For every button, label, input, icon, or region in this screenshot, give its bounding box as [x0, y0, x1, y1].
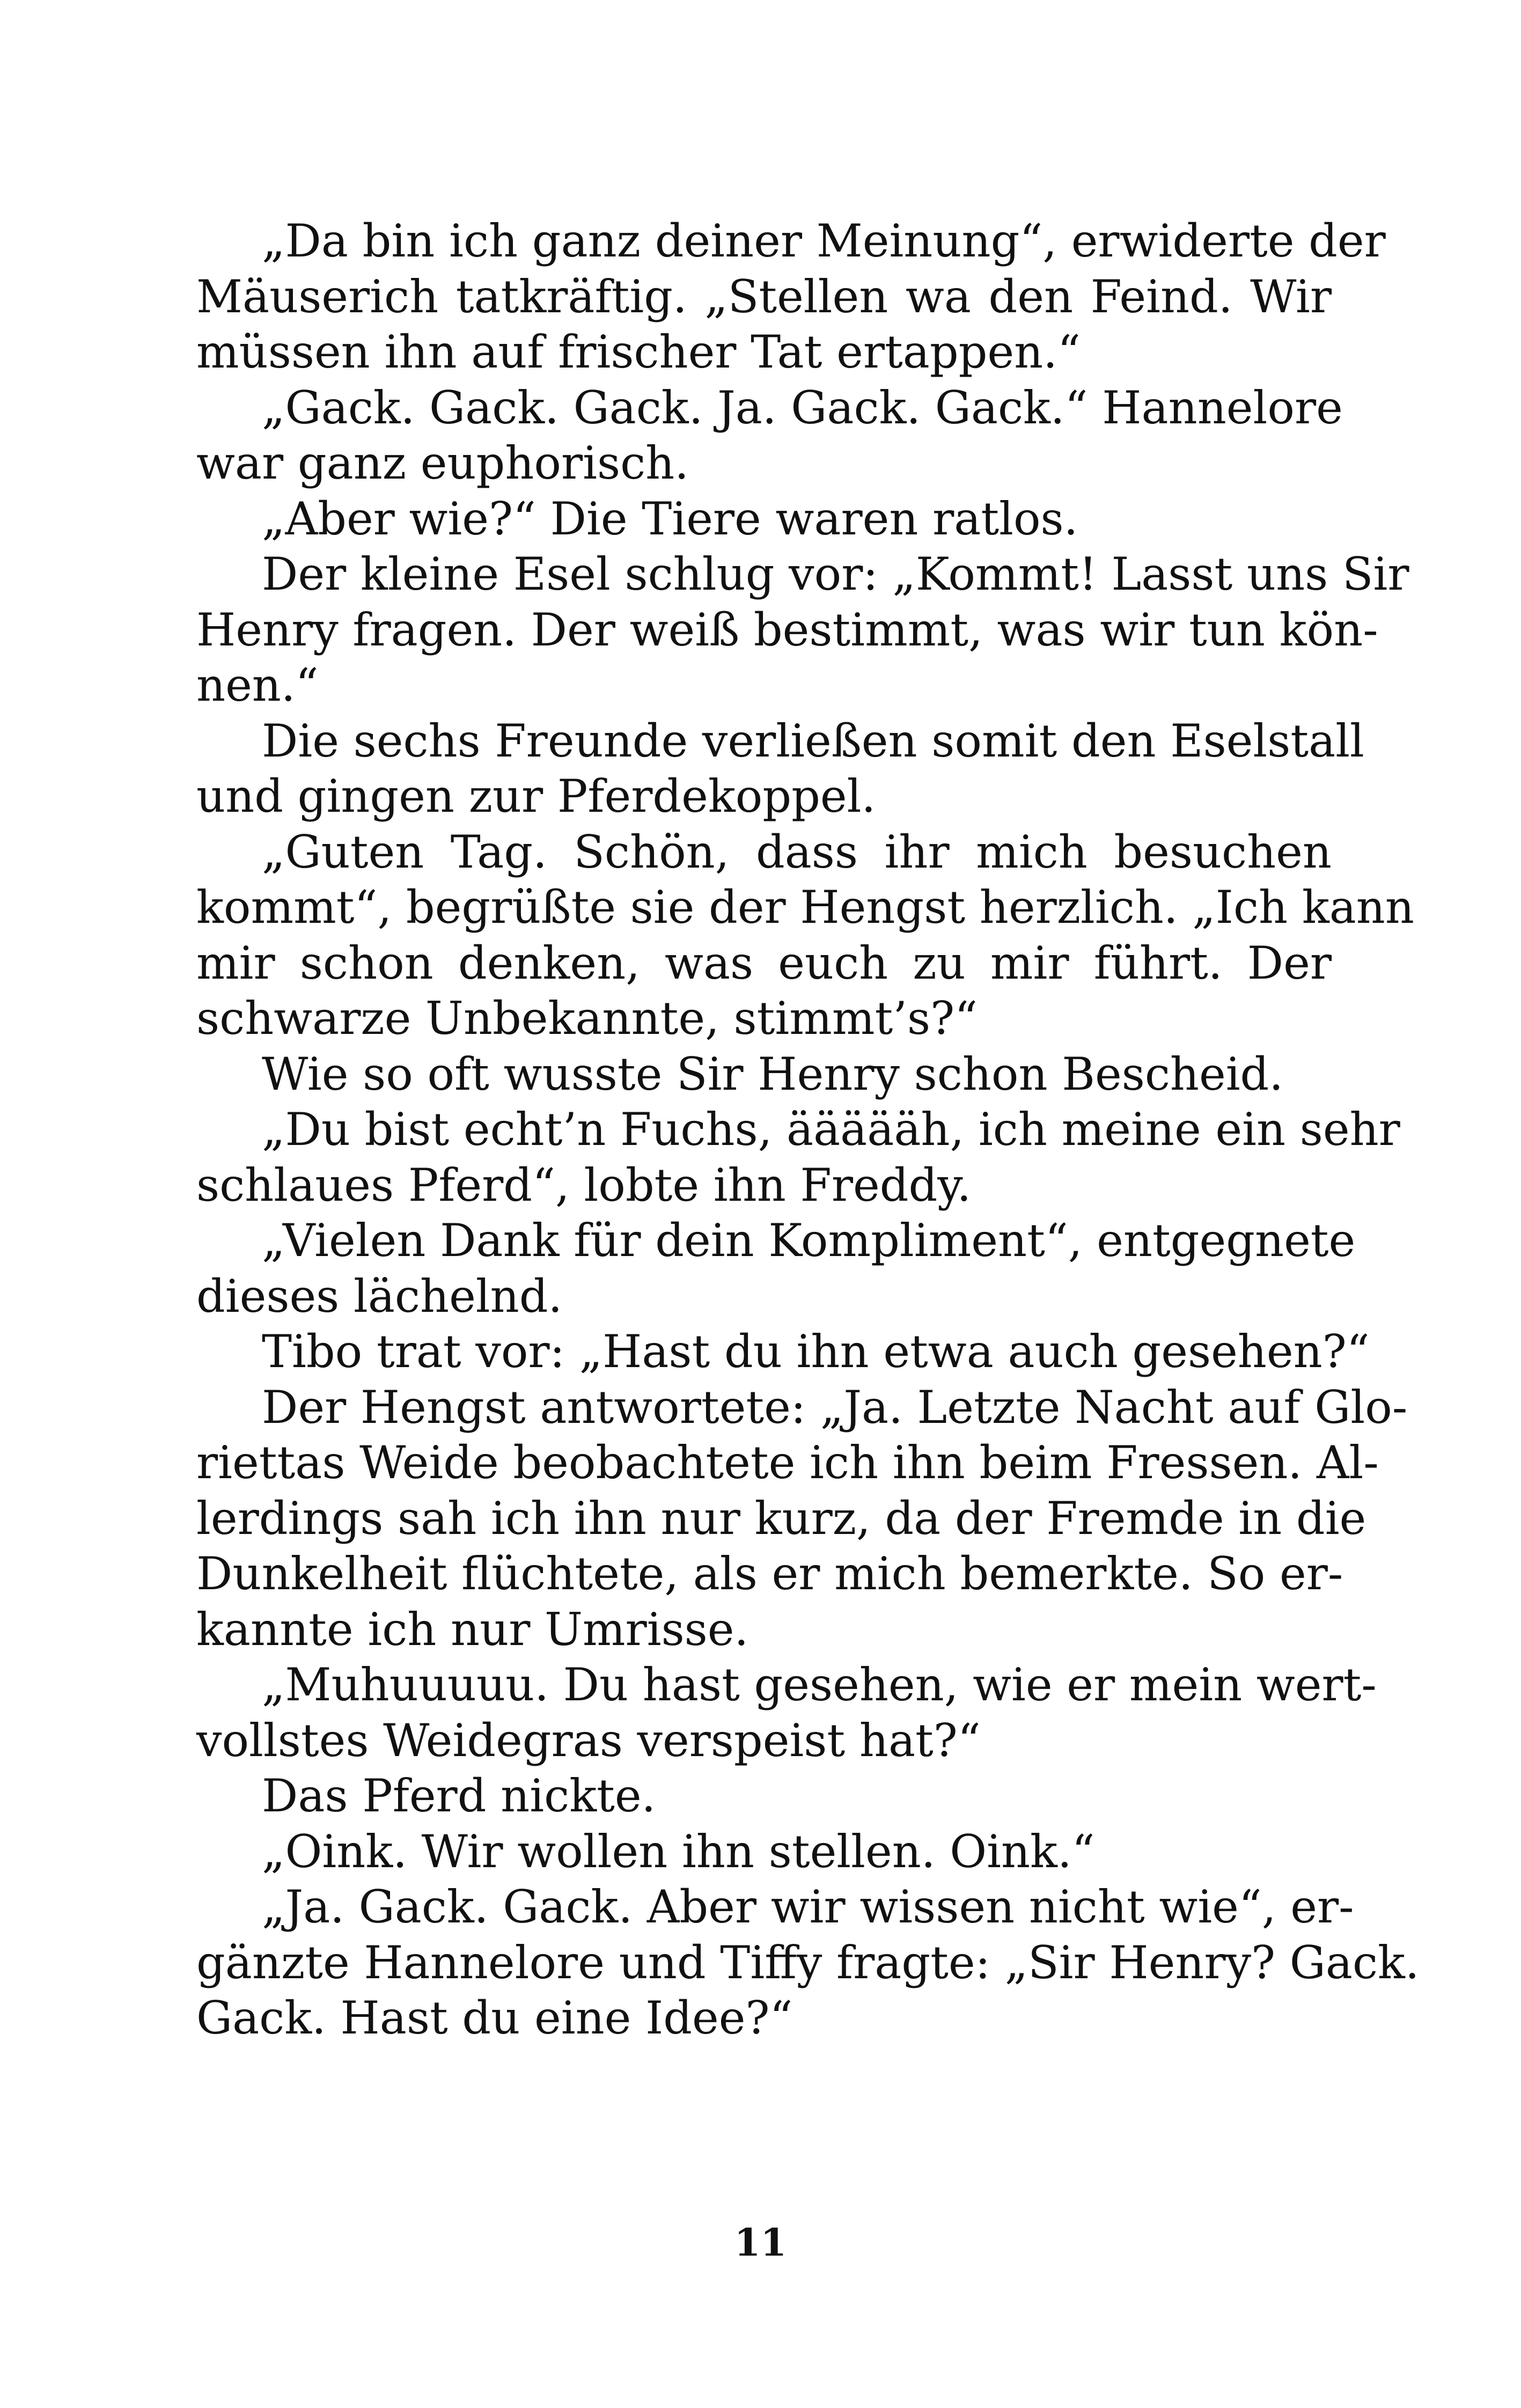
text-line: Gack. Hast du eine Idee?“	[196, 1992, 793, 2044]
text-line: Die sechs Freunde verließen somit den Eselstall	[262, 714, 1364, 767]
body-text	[196, 214, 1420, 2046]
text-line: Dunkelheit flüchtete, als er mich bemerkte. So er-	[196, 1547, 1343, 1600]
paragraph	[196, 1102, 1400, 1213]
text-line: vollstes Weidegras verspeist hat?“	[196, 1714, 981, 1767]
paragraph	[196, 1824, 1332, 1880]
text-line: Das Pferd nickte.	[262, 1770, 656, 1822]
paragraph	[196, 380, 1343, 491]
paragraph	[196, 1047, 1332, 1103]
paragraph	[196, 1880, 1420, 2046]
text-line: „Ja. Gack. Gack. Aber wir wissen nicht wie“, er-	[262, 1881, 1354, 1933]
text-line: „Oink. Wir wollen ihn stellen. Oink.“	[262, 1825, 1095, 1878]
text-line: „Gack. Gack. Gack. Ja. Gack. Gack.“ Hannelore	[262, 381, 1343, 434]
text-line: müssen ihn auf frischer Tat ertappen.“	[196, 326, 1081, 378]
text-line: „Guten Tag. Schön, dass ihr mich besuchen	[262, 825, 1332, 878]
text-line: „Aber wie?“ Die Tiere waren ratlos.	[262, 492, 1078, 545]
text-line: kommt“, begrüßte sie der Hengst herzlich. „Ich kann	[196, 881, 1415, 934]
paragraph	[196, 1657, 1377, 1768]
paragraph	[196, 1324, 1370, 1380]
text-line: Mäuserich tatkräftig. „Stellen wa den Feind. Wir	[196, 270, 1332, 323]
text-line: dieses lächelnd.	[196, 1269, 563, 1323]
text-line: Der kleine Esel schlug vor: „Kommt! Lasst uns Sir	[262, 548, 1409, 600]
page-number: 11	[734, 2220, 787, 2265]
text-line: kannte ich nur Umrisse.	[196, 1603, 749, 1656]
text-line: mir schon denken, was euch zu mir führt. Der	[196, 936, 1332, 989]
paragraph	[196, 547, 1409, 714]
paragraph	[196, 1380, 1408, 1658]
text-line: lerdings sah ich ihn nur kurz, da der Fremde in die	[196, 1492, 1366, 1545]
text-line: „Muhuuuuu. Du hast gesehen, wie er mein wert-	[262, 1658, 1377, 1711]
paragraph	[196, 714, 1364, 825]
text-line: Wie so oft wusste Sir Henry schon Bescheid.	[262, 1047, 1284, 1100]
text-line: schwarze Unbekannte, stimmt’s?“	[196, 992, 978, 1045]
paragraph	[196, 491, 1332, 547]
text-line: gänzte Hannelore und Tiffy fragte: „Sir Henry? Gack.	[196, 1936, 1420, 1989]
text-line: „Da bin ich ganz deiner Meinung“, erwiderte der	[262, 215, 1386, 267]
text-line: Tibo trat vor: „Hast du ihn etwa auch gesehen?“	[262, 1325, 1370, 1378]
text-line: Der Hengst antwortete: „Ja. Letzte Nacht auf Glo-	[262, 1381, 1408, 1434]
paragraph	[196, 214, 1386, 380]
paragraph	[196, 1768, 1332, 1824]
text-line: nen.“	[196, 659, 319, 711]
paragraph	[196, 1213, 1356, 1324]
text-line: und gingen zur Pferdekoppel.	[196, 770, 876, 823]
text-line: war ganz euphorisch.	[196, 437, 689, 489]
text-line: Henry fragen. Der weiß bestimmt, was wir tun kön-	[196, 603, 1378, 656]
text-line: „Vielen Dank für dein Kompliment“, entgegnete	[262, 1214, 1356, 1267]
text-line: riettas Weide beobachtete ich ihn beim Fressen. Al-	[196, 1436, 1379, 1489]
text-line: „Du bist echt’n Fuchs, äääääh, ich meine ein sehr	[262, 1103, 1400, 1156]
paragraph	[196, 825, 1415, 1047]
text-line: schlaues Pferd“, lobte ihn Freddy.	[196, 1158, 972, 1212]
